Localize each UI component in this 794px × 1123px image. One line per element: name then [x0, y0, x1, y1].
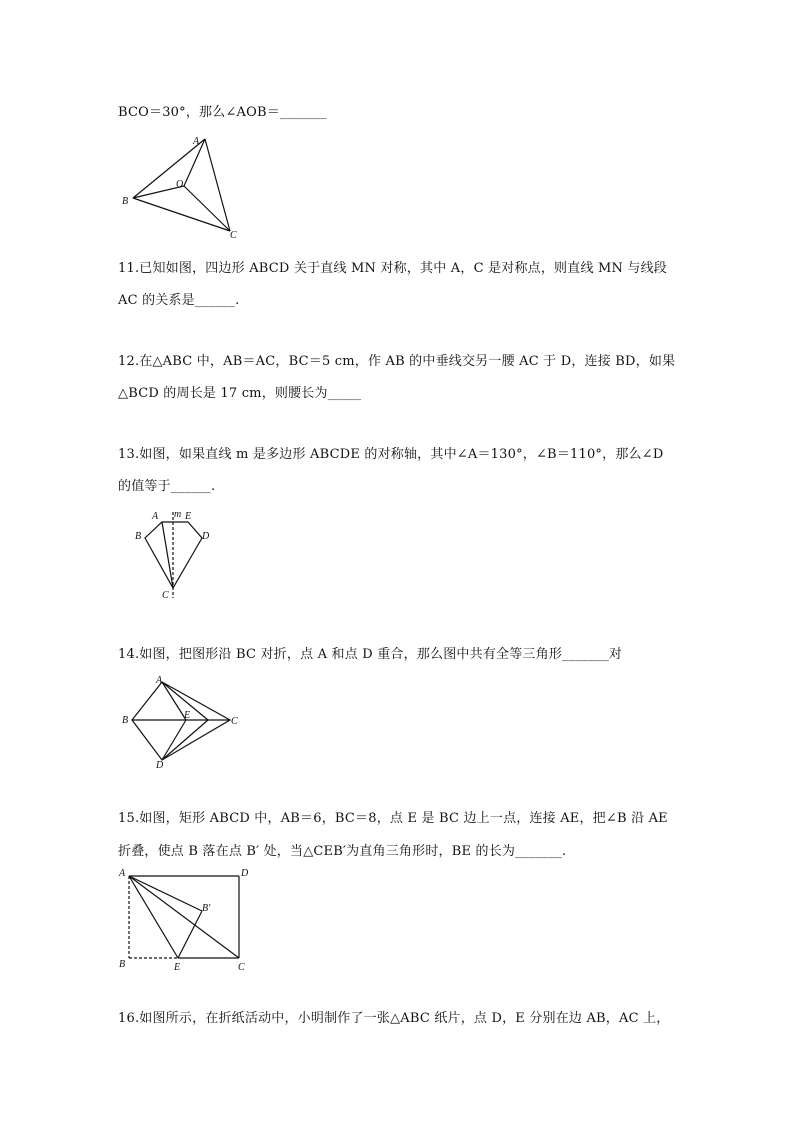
fig14-label-e: E	[184, 710, 191, 721]
text-line-q15a: 15.如图，矩形 ABCD 中，AB＝6，BC＝8，点 E 是 BC 边上一点，连接 AE，把∠B 沿 AE	[118, 811, 668, 826]
text-line-q12a: 12.在△ABC 中，AB＝AC，BC＝5 cm，作 AB 的中垂线交另一腰 AC 于 D，连接 BD，如果	[118, 354, 676, 369]
fig1-label-c: C	[230, 230, 237, 241]
text-line-q10-end: BCO＝30°，那么∠AOB＝_______	[118, 105, 327, 120]
fig14-rhombus	[132, 682, 230, 760]
fig1-label-b: B	[122, 196, 129, 207]
fig1-label-a: A	[193, 136, 200, 147]
fig13-label-e: E	[185, 511, 192, 522]
fig1-segment-oc	[184, 186, 230, 231]
fig14-label-d: D	[156, 760, 164, 770]
fig15-label-b: B	[119, 959, 126, 970]
figure-pentagon-abcde	[130, 506, 220, 604]
fig15-label-e: E	[174, 962, 181, 973]
fig14-segment-de	[162, 720, 186, 760]
text-line-q13a: 13.如图，如果直线 m 是多边形 ABCDE 的对称轴，其中∠A＝130°，∠B＝110°，那么∠D	[118, 447, 664, 462]
fig1-label-o: O	[176, 179, 184, 190]
text-line-q11b: AC 的关系是______.	[118, 293, 240, 308]
fig15-label-b-prime: B′	[202, 903, 211, 914]
fig15-label-d: D	[241, 868, 249, 879]
fig14-label-a: A	[156, 675, 163, 686]
fig14-segment-dc-cross	[162, 720, 208, 760]
figure-angle-aob	[118, 132, 248, 242]
fig13-label-b: B	[135, 531, 142, 542]
fig14-segment-ae	[162, 682, 186, 720]
figure-rectangle-abcd	[116, 864, 266, 974]
fig1-lines	[133, 139, 205, 198]
fig14-label-b: B	[122, 715, 129, 726]
text-line-q13b: 的值等于______.	[118, 479, 216, 494]
fig1-segment-bc	[133, 198, 230, 231]
fig15-segment-eb-prime	[178, 911, 202, 958]
text-line-q11a: 11.已知如图，四边形 ABCD 关于直线 MN 对称，其中 A，C 是对称点，则直线 MN 与线段	[118, 261, 667, 276]
fig15-label-a: A	[119, 868, 126, 879]
fig13-label-a: A	[152, 511, 159, 522]
fig13-label-d: D	[202, 531, 210, 542]
text-line-q16: 16.如图所示，在折纸活动中，小明制作了一张△ABC 纸片，点 D，E 分别在边 AB，AC 上，	[118, 1011, 670, 1026]
text-line-q15b: 折叠，使点 B 落在点 B′ 处，当△CEB′为直角三角形时，BE 的长为_______.	[118, 844, 567, 859]
text-line-q12b: △BCD 的周长是 17 cm，则腰长为_____	[118, 386, 362, 401]
fig15-label-c: C	[238, 962, 245, 973]
fig14-label-c: C	[231, 716, 238, 727]
figure-fold-bc	[118, 674, 248, 770]
text-line-q14: 14.如图，把图形沿 BC 对折，点 A 和点 D 重合，那么图中共有全等三角形_______对	[118, 647, 623, 662]
fig13-label-m: m	[174, 509, 182, 520]
fig13-label-c: C	[162, 590, 169, 601]
fig1-segment-ac	[205, 139, 230, 231]
